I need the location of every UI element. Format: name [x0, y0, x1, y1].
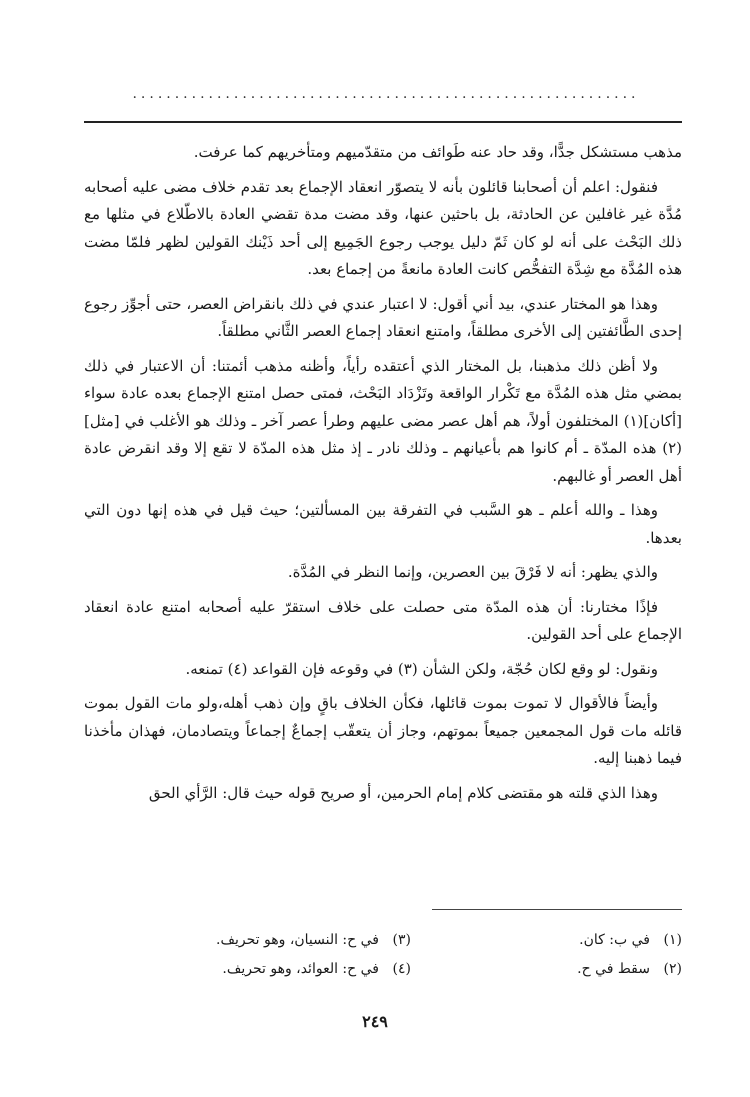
- footnote-number: (٢): [663, 961, 682, 977]
- paragraph: فإذًا مختارنا: أن هذه المدّة متى حصلت على خلاف استقرّ عليه أصحابه امتنع عادة انعقاد الإجماع على أحد القولين.: [84, 597, 682, 643]
- footnote-number: (٣): [392, 932, 411, 948]
- page-number: ٢٤٩: [362, 1012, 388, 1031]
- running-header-dots: ............................................................: [132, 86, 640, 102]
- footnote-row: [140, 955, 682, 984]
- footnote: [140, 955, 411, 984]
- footnote: [140, 926, 411, 955]
- paragraph: وهذا ـ والله أعلم ـ هو السَّبب في التفرقة بين المسألتين؛ حيث قيل في هذه إنها دون التي بعدها.: [84, 501, 682, 547]
- paragraph: وهذا هو المختار عندي، بيد أني أقول: لا اعتبار عندي في ذلك بانقراض العصر، حتى أجوِّز رجوع إحدى الطَّائفتين إلى الأخرى مطلقاً، وامتنع انعقاد إجماع العصر الثَّاني مطلقاً.: [84, 294, 682, 340]
- paragraph: مذهب مستشكل جدًّا، وقد حاد عنه طَوائف من متقدّميهم ومتأخريهم كما عرفت.: [193, 143, 682, 161]
- paragraph: وهذا الذي قلته هو مقتضى كلام إمام الحرمين، أو صريح قوله حيث قال: الرَّأي الحق: [148, 783, 658, 802]
- footnote-row: [140, 926, 682, 955]
- footnote-text: في ب: كان.: [579, 932, 650, 948]
- paragraph: والذي يظهر: أنه لا فَرْقَ بين العصرين، وإنما النظر في المُدَّة.: [287, 563, 658, 581]
- paragraph: ولا أظن ذلك مذهبنا، بل المختار الذي أعتقده رأياً، وأظنه مذهب أئمتنا: أن الاعتبار في ذلك بمضي مثل هذه المُدَّة مع تَكْرار الواقعة وتَزْدَاد البَحْث، فمتى حصل امتنع الإجماع بعده عادة سواء [أكان](١) المختلفون أولاً، هم أهل عصر مضى عليهم وطرأ عصر آخر ـ وذلك هو الأغلب في [مثل](٢) هذه المدّة ـ أم كانوا هم بأعيانهم ـ وذلك نادر ـ إذ مثل هذه المدّة لا تقع إلا وقد انقرض عادة أهل العصر أو غالبهم.: [84, 356, 683, 485]
- paragraph: وأيضاً فالأقوال لا تموت بموت قائلها، فكأن الخلاف باقٍ وإن ذهب أهله،ولو مات القول بموت قائله مات قول المجمعين جميعاً بموتهم، وجاز أن يتعقّب إجماعٌ إجماعاً ويتصادمان، فهذان مأخذنا فيما ذهبنا إليه.: [84, 694, 682, 767]
- header-rule: [84, 121, 682, 123]
- paragraph: ونقول: لو وقع لكان حُجّة، ولكن الشأن (٣) في وقوعه فإن القواعد (٤) تمنعه.: [185, 659, 658, 678]
- paragraph: فنقول: اعلم أن أصحابنا قائلون بأنه لا يتصوّر انعقاد الإجماع بعد تقدم خلاف مضى عليه أصحابه مُدَّة غير غافلين عن الحادثة، بل باحثين عنها، وقد مضت مدة تقضي العادة بالاطّلاع في مثلها مع ذلك البَحْث على أنه لو كان ثَمّ دليل يوجب رجوع الجَمِيع إلى أحد ذَيْنك القولين لظهر فلمّا مضت هذه المُدَّة مع شِدَّة التفحُّص كانت العادة مانعةً من إجماع بعد.: [84, 177, 682, 278]
- main-text: [84, 139, 682, 814]
- footnote-text: في ح: النسيان، وهو تحريف.: [216, 932, 379, 948]
- footnotes: [140, 926, 682, 984]
- footnote: [411, 926, 682, 955]
- footnote-number: (١): [663, 932, 682, 948]
- footnote-number: (٤): [392, 961, 411, 977]
- footnote-rule: [432, 909, 682, 910]
- footnote: [411, 955, 682, 984]
- footnote-text: سقط في ح.: [577, 961, 650, 977]
- footnote-text: في ح: العوائد، وهو تحريف.: [222, 961, 379, 977]
